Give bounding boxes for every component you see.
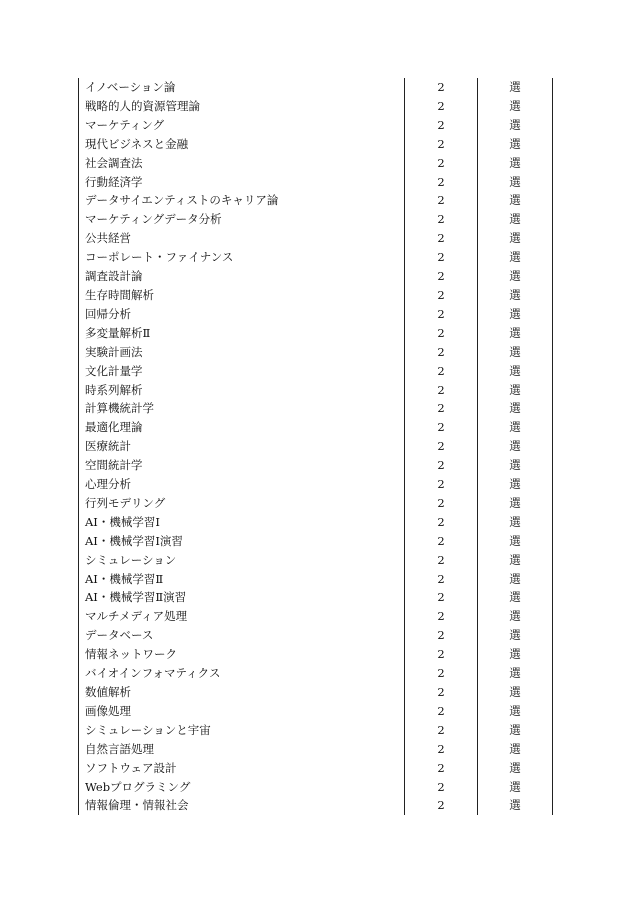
course-credits-cell: 2 — [405, 796, 478, 815]
table-row — [79, 97, 553, 116]
course-credits-cell: 2 — [405, 116, 478, 135]
course-name-cell: Webプログラミング — [79, 778, 405, 797]
course-credits-cell: 2 — [405, 626, 478, 645]
course-type-cell: 選 — [478, 343, 553, 362]
table-row — [79, 456, 553, 475]
course-name-cell: 情報ネットワーク — [79, 645, 405, 664]
course-type-cell: 選 — [478, 381, 553, 400]
course-credits-cell: 2 — [405, 702, 478, 721]
course-credits-cell: 2 — [405, 778, 478, 797]
course-name-cell: 生存時間解析 — [79, 286, 405, 305]
table-row — [79, 513, 553, 532]
course-name-cell: 現代ビジネスと金融 — [79, 135, 405, 154]
course-credits-cell: 2 — [405, 513, 478, 532]
course-type-cell: 選 — [478, 267, 553, 286]
course-type-cell: 選 — [478, 664, 553, 683]
table-row — [79, 475, 553, 494]
table-row — [79, 191, 553, 210]
table-row — [79, 494, 553, 513]
course-type-cell: 選 — [478, 362, 553, 381]
course-table — [78, 78, 553, 815]
course-type-cell: 選 — [478, 154, 553, 173]
table-row — [79, 437, 553, 456]
course-credits-cell: 2 — [405, 721, 478, 740]
course-name-cell: 公共経営 — [79, 229, 405, 248]
course-type-cell: 選 — [478, 191, 553, 210]
course-credits-cell: 2 — [405, 97, 478, 116]
course-credits-cell: 2 — [405, 570, 478, 589]
course-name-cell: 回帰分析 — [79, 305, 405, 324]
table-row — [79, 305, 553, 324]
course-name-cell: データサイエンティストのキャリア論 — [79, 191, 405, 210]
table-row — [79, 702, 553, 721]
table-row — [79, 683, 553, 702]
course-name-cell: 情報倫理・情報社会 — [79, 796, 405, 815]
course-credits-cell: 2 — [405, 399, 478, 418]
course-name-cell: 医療統計 — [79, 437, 405, 456]
course-type-cell: 選 — [478, 532, 553, 551]
course-type-cell: 選 — [478, 778, 553, 797]
course-name-cell: AI・機械学習Ⅰ — [79, 513, 405, 532]
course-name-cell: 数値解析 — [79, 683, 405, 702]
course-name-cell: 実験計画法 — [79, 343, 405, 362]
course-name-cell: 調査設計論 — [79, 267, 405, 286]
course-type-cell: 選 — [478, 551, 553, 570]
table-row — [79, 645, 553, 664]
course-name-cell: AI・機械学習Ⅰ演習 — [79, 532, 405, 551]
course-credits-cell: 2 — [405, 210, 478, 229]
course-type-cell: 選 — [478, 588, 553, 607]
table-row — [79, 267, 553, 286]
course-name-cell: シミュレーション — [79, 551, 405, 570]
course-credits-cell: 2 — [405, 267, 478, 286]
course-name-cell: 自然言語処理 — [79, 740, 405, 759]
course-type-cell: 選 — [478, 645, 553, 664]
table-row — [79, 721, 553, 740]
course-name-cell: 文化計量学 — [79, 362, 405, 381]
course-credits-cell: 2 — [405, 343, 478, 362]
course-name-cell: 空間統計学 — [79, 456, 405, 475]
course-credits-cell: 2 — [405, 532, 478, 551]
course-type-cell: 選 — [478, 324, 553, 343]
course-credits-cell: 2 — [405, 437, 478, 456]
table-row — [79, 532, 553, 551]
table-row — [79, 740, 553, 759]
table-row — [79, 286, 553, 305]
course-name-cell: AI・機械学習Ⅱ — [79, 570, 405, 589]
table-row — [79, 588, 553, 607]
course-type-cell: 選 — [478, 173, 553, 192]
course-type-cell: 選 — [478, 399, 553, 418]
course-name-cell: 最適化理論 — [79, 418, 405, 437]
course-name-cell: AI・機械学習Ⅱ演習 — [79, 588, 405, 607]
course-credits-cell: 2 — [405, 135, 478, 154]
course-type-cell: 選 — [478, 796, 553, 815]
course-credits-cell: 2 — [405, 324, 478, 343]
course-type-cell: 選 — [478, 418, 553, 437]
course-type-cell: 選 — [478, 513, 553, 532]
table-row — [79, 551, 553, 570]
course-type-cell: 選 — [478, 116, 553, 135]
table-row — [79, 778, 553, 797]
table-row — [79, 607, 553, 626]
course-type-cell: 選 — [478, 570, 553, 589]
course-credits-cell: 2 — [405, 683, 478, 702]
table-row — [79, 626, 553, 645]
course-name-cell: マーケティングデータ分析 — [79, 210, 405, 229]
course-type-cell: 選 — [478, 229, 553, 248]
table-row — [79, 381, 553, 400]
course-type-cell: 選 — [478, 248, 553, 267]
course-type-cell: 選 — [478, 702, 553, 721]
table-row — [79, 154, 553, 173]
course-credits-cell: 2 — [405, 645, 478, 664]
course-type-cell: 選 — [478, 759, 553, 778]
table-row — [79, 796, 553, 815]
course-name-cell: 戦略的人的資源管理論 — [79, 97, 405, 116]
course-credits-cell: 2 — [405, 248, 478, 267]
course-type-cell: 選 — [478, 456, 553, 475]
course-type-cell: 選 — [478, 494, 553, 513]
course-name-cell: マーケティング — [79, 116, 405, 135]
course-credits-cell: 2 — [405, 154, 478, 173]
course-credits-cell: 2 — [405, 362, 478, 381]
course-type-cell: 選 — [478, 740, 553, 759]
course-type-cell: 選 — [478, 210, 553, 229]
course-credits-cell: 2 — [405, 740, 478, 759]
course-type-cell: 選 — [478, 437, 553, 456]
table-row — [79, 135, 553, 154]
course-type-cell: 選 — [478, 475, 553, 494]
course-credits-cell: 2 — [405, 286, 478, 305]
course-credits-cell: 2 — [405, 456, 478, 475]
course-type-cell: 選 — [478, 626, 553, 645]
course-credits-cell: 2 — [405, 475, 478, 494]
course-name-cell: 行動経済学 — [79, 173, 405, 192]
course-credits-cell: 2 — [405, 381, 478, 400]
course-credits-cell: 2 — [405, 664, 478, 683]
table-row — [79, 173, 553, 192]
course-credits-cell: 2 — [405, 759, 478, 778]
course-credits-cell: 2 — [405, 173, 478, 192]
table-row — [79, 418, 553, 437]
course-name-cell: 心理分析 — [79, 475, 405, 494]
course-name-cell: コーポレート・ファイナンス — [79, 248, 405, 267]
course-type-cell: 選 — [478, 305, 553, 324]
course-type-cell: 選 — [478, 97, 553, 116]
course-type-cell: 選 — [478, 286, 553, 305]
table-row — [79, 116, 553, 135]
course-name-cell: 社会調査法 — [79, 154, 405, 173]
course-name-cell: マルチメディア処理 — [79, 607, 405, 626]
table-row — [79, 759, 553, 778]
course-type-cell: 選 — [478, 607, 553, 626]
table-row — [79, 248, 553, 267]
course-type-cell: 選 — [478, 135, 553, 154]
course-name-cell: ソフトウェア設計 — [79, 759, 405, 778]
table-row — [79, 78, 553, 97]
course-name-cell: 時系列解析 — [79, 381, 405, 400]
table-row — [79, 343, 553, 362]
course-credits-cell: 2 — [405, 551, 478, 570]
course-name-cell: 画像処理 — [79, 702, 405, 721]
table-row — [79, 664, 553, 683]
course-credits-cell: 2 — [405, 305, 478, 324]
course-table-body — [79, 78, 553, 815]
course-name-cell: バイオインフォマティクス — [79, 664, 405, 683]
course-credits-cell: 2 — [405, 494, 478, 513]
course-credits-cell: 2 — [405, 78, 478, 97]
course-name-cell: 多変量解析Ⅱ — [79, 324, 405, 343]
table-row — [79, 362, 553, 381]
course-name-cell: データベース — [79, 626, 405, 645]
course-credits-cell: 2 — [405, 418, 478, 437]
course-name-cell: イノベーション論 — [79, 78, 405, 97]
course-credits-cell: 2 — [405, 191, 478, 210]
table-row — [79, 229, 553, 248]
course-type-cell: 選 — [478, 683, 553, 702]
course-credits-cell: 2 — [405, 229, 478, 248]
table-row — [79, 399, 553, 418]
table-row — [79, 210, 553, 229]
table-row — [79, 570, 553, 589]
course-name-cell: 行列モデリング — [79, 494, 405, 513]
course-name-cell: 計算機統計学 — [79, 399, 405, 418]
course-credits-cell: 2 — [405, 588, 478, 607]
course-credits-cell: 2 — [405, 607, 478, 626]
course-type-cell: 選 — [478, 721, 553, 740]
table-row — [79, 324, 553, 343]
course-type-cell: 選 — [478, 78, 553, 97]
course-name-cell: シミュレーションと宇宙 — [79, 721, 405, 740]
